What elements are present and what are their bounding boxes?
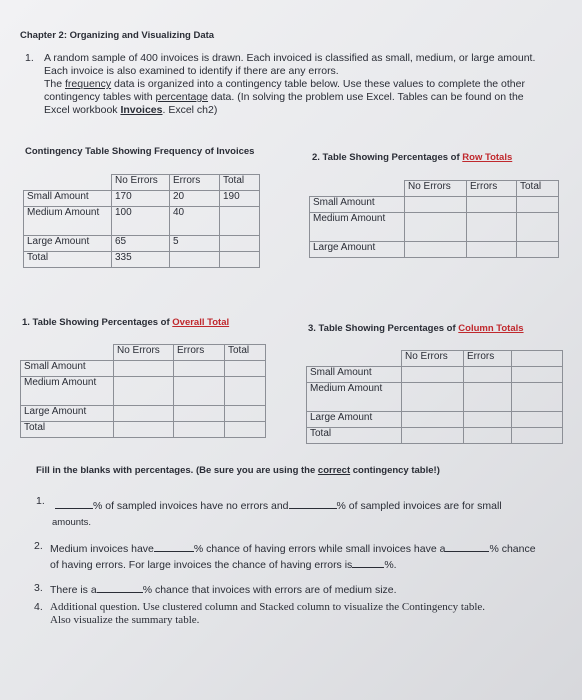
table-row	[310, 197, 559, 213]
empty-cell	[402, 367, 464, 383]
empty-cell	[402, 428, 464, 444]
empty-cell	[174, 377, 225, 406]
empty-cell	[174, 361, 225, 377]
answer-blank[interactable]	[154, 541, 194, 552]
fill-instruction: Fill in the blanks with percentages. (Be sure you are using the correct contingency table!)	[36, 465, 440, 476]
row-label: Small Amount	[24, 191, 112, 207]
q3-number: 3.	[34, 582, 43, 594]
empty-cell	[517, 213, 559, 242]
table-header-row	[24, 175, 260, 191]
question-4-line-2: Also visualize the summary table.	[50, 614, 200, 626]
empty-cell	[464, 367, 512, 383]
intro-line-4: contingency tables with percentage data. (In solving the problem use Excel. Tables can be found on the	[44, 91, 524, 103]
empty-cell	[464, 428, 512, 444]
empty-cell	[405, 197, 467, 213]
row-label: Small Amount	[307, 367, 402, 383]
question-3: There is a % chance that invoices with errors are of medium size.	[50, 584, 397, 596]
table-row	[21, 377, 266, 406]
empty-cell	[464, 412, 512, 428]
table-row	[307, 428, 563, 444]
row-percent-table	[309, 180, 559, 258]
empty-cell	[114, 377, 174, 406]
row-label: Large Amount	[310, 242, 405, 258]
cell-value: 65	[112, 236, 170, 252]
row-label: Large Amount	[21, 406, 114, 422]
chapter-title: Chapter 2: Organizing and Visualizing Data	[20, 30, 215, 41]
header-no-errors: No Errors	[402, 351, 464, 367]
q1-number: 1.	[36, 495, 45, 507]
cell-value: 190	[220, 191, 260, 207]
row-label: Large Amount	[307, 412, 402, 428]
cell-value: 20	[170, 191, 220, 207]
row-label: Medium Amount	[310, 213, 405, 242]
column-percent-table	[306, 350, 563, 444]
empty-cell	[114, 422, 174, 438]
table-corner-cell	[21, 345, 114, 361]
empty-cell	[512, 367, 563, 383]
table-row	[310, 242, 559, 258]
cell-value: 5	[170, 236, 220, 252]
header-errors: Errors	[467, 181, 517, 197]
question-1-line-1: % of sampled invoices have no errors and % of sampled invoices are for small	[55, 498, 502, 512]
header-no-errors: No Errors	[112, 175, 170, 191]
empty-cell	[512, 383, 563, 412]
empty-cell	[467, 197, 517, 213]
cell-value: 40	[170, 207, 220, 236]
empty-cell	[405, 213, 467, 242]
header-errors: Errors	[464, 351, 512, 367]
row-label: Total	[21, 422, 114, 438]
table-row	[307, 367, 563, 383]
cell-value	[220, 252, 260, 268]
empty-cell	[467, 242, 517, 258]
empty-cell	[467, 213, 517, 242]
table-corner-cell	[310, 181, 405, 197]
answer-blank[interactable]	[289, 498, 337, 509]
table-row	[21, 422, 266, 438]
column-table-title: 3. Table Showing Percentages of Column Totals	[308, 323, 524, 334]
table-row	[24, 207, 260, 236]
overall-table-title: 1. Table Showing Percentages of Overall Total	[22, 317, 230, 328]
header-errors: Errors	[174, 345, 225, 361]
intro-line-1: A random sample of 400 invoices is drawn. Each invoiced is classified as small, medium, or large amount.	[44, 52, 536, 64]
answer-blank[interactable]	[445, 541, 489, 552]
cell-value	[220, 236, 260, 252]
row-label: Small Amount	[21, 361, 114, 377]
empty-cell	[402, 412, 464, 428]
empty-cell	[517, 197, 559, 213]
question-2-line-1: Medium invoices have % chance of having errors while small invoices have a % chance	[50, 543, 536, 555]
empty-cell	[174, 422, 225, 438]
intro-line-3: The frequency data is organized into a contingency table below. Use these values to complete the other	[44, 78, 525, 90]
intro-line-5: Excel workbook Invoices. Excel ch2)	[44, 104, 218, 116]
empty-cell	[512, 428, 563, 444]
empty-cell	[464, 383, 512, 412]
frequency-table	[23, 174, 260, 268]
empty-cell	[517, 242, 559, 258]
header-no-errors: No Errors	[405, 181, 467, 197]
empty-cell	[225, 422, 266, 438]
header-errors: Errors	[170, 175, 220, 191]
row-table-title: 2. Table Showing Percentages of Row Totals	[312, 152, 513, 163]
table-corner-cell	[307, 351, 402, 367]
question-4-line-1: Additional question. Use clustered column and Stacked column to visualize the Contingency table.	[50, 601, 486, 613]
empty-cell	[225, 361, 266, 377]
row-label: Medium Amount	[24, 207, 112, 236]
empty-cell	[174, 406, 225, 422]
row-label: Total	[307, 428, 402, 444]
q2-number: 2.	[34, 540, 43, 552]
empty-cell	[225, 377, 266, 406]
row-label: Medium Amount	[307, 383, 402, 412]
intro-number: 1.	[25, 52, 34, 64]
empty-cell	[405, 242, 467, 258]
empty-cell	[402, 383, 464, 412]
cell-value: 170	[112, 191, 170, 207]
cell-value	[170, 252, 220, 268]
table-row	[307, 412, 563, 428]
table-row	[310, 213, 559, 242]
freq-table-title: Contingency Table Showing Frequency of Invoices	[25, 146, 255, 157]
empty-cell	[114, 406, 174, 422]
row-label: Medium Amount	[21, 377, 114, 406]
header-total: Total	[220, 175, 260, 191]
table-row	[21, 406, 266, 422]
table-header-row	[21, 345, 266, 361]
cell-value	[220, 207, 260, 236]
row-label: Small Amount	[310, 197, 405, 213]
table-row	[24, 252, 260, 268]
table-corner-cell	[24, 175, 112, 191]
answer-blank[interactable]	[352, 557, 384, 568]
answer-blank[interactable]	[97, 582, 143, 593]
q4-number: 4.	[34, 601, 43, 613]
overall-percent-table	[20, 344, 266, 438]
table-header-row	[307, 351, 563, 367]
intro-line-2: Each invoice is also examined to identify if there are any errors.	[44, 65, 339, 77]
header-extra	[512, 351, 563, 367]
table-row	[21, 361, 266, 377]
header-no-errors: No Errors	[114, 345, 174, 361]
answer-blank[interactable]	[55, 498, 93, 509]
empty-cell	[512, 412, 563, 428]
empty-cell	[114, 361, 174, 377]
header-total: Total	[225, 345, 266, 361]
question-2-line-2: of having errors. For large invoices the chance of having errors is %.	[50, 559, 397, 571]
table-row	[24, 191, 260, 207]
table-header-row	[310, 181, 559, 197]
cell-value: 100	[112, 207, 170, 236]
question-1-line-2: amounts.	[52, 517, 92, 528]
table-row	[307, 383, 563, 412]
row-label: Total	[24, 252, 112, 268]
table-row	[24, 236, 260, 252]
row-label: Large Amount	[24, 236, 112, 252]
empty-cell	[225, 406, 266, 422]
cell-value: 335	[112, 252, 170, 268]
header-total: Total	[517, 181, 559, 197]
